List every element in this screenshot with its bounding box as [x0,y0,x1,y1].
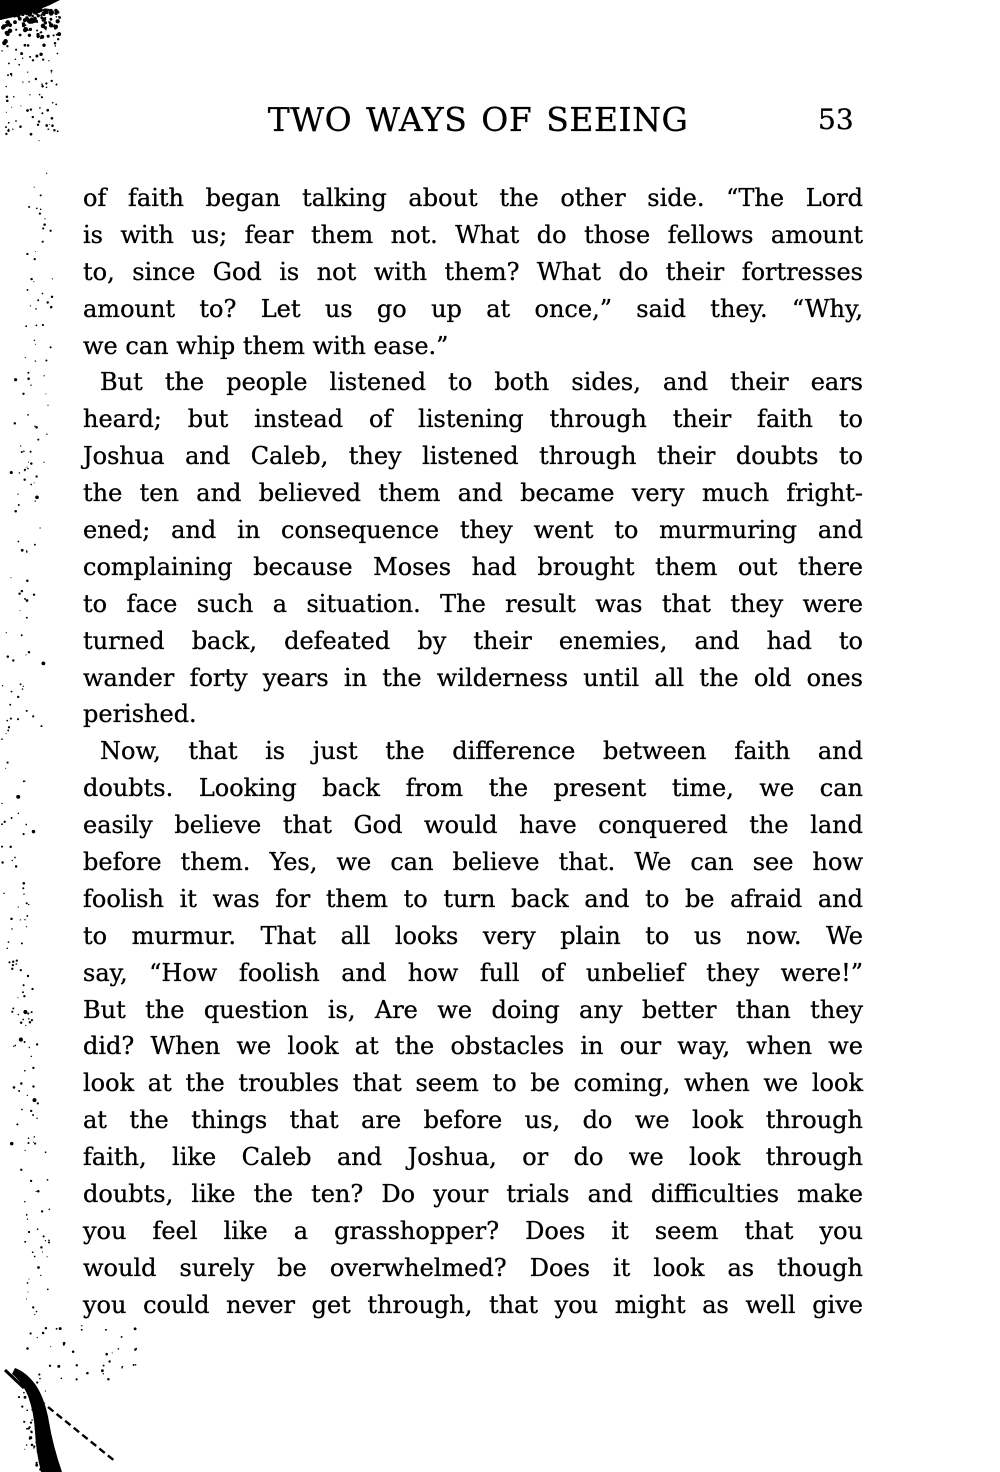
text-line: But the people listened to both sides, and their ears [100,368,863,397]
text-line: to murmur. That all looks very plain to us now. We [83,921,863,950]
text-line: perished. [83,700,197,729]
text-line: say, “How foolish and how full of unbelief they were!” [83,958,863,987]
scratch-line-bottom-left-icon [48,1407,116,1462]
text-line: at the things that are before us, do we look through [83,1106,863,1135]
page-number: 53 [818,103,854,136]
text-line: doubts. Looking back from the present time, we can [83,774,863,803]
text-line: the ten and believed them and became very much fright- [83,479,863,508]
text-line: But the question is, Are we doing any better than they [83,995,863,1024]
text-line: heard; but instead of listening through their faith to [83,405,863,434]
running-header [83,101,863,141]
ink-blob-bottom-left-icon [12,1368,62,1472]
text-line: to face such a situation. The result was that they were [83,589,863,618]
text-line: amount to? Let us go up at once,” said they. “Why, [83,294,863,323]
text-line: complaining because Moses had brought them out there [83,552,863,581]
body-text [83,180,863,1324]
text-line: to, since God is not with them? What do their fortresses [83,257,863,286]
text-line: you feel like a grasshopper? Does it seem that you [83,1216,863,1245]
text-line: ened; and in consequence they went to murmuring and [83,516,863,545]
text-line: look at the troubles that seem to be coming, when we look [83,1069,863,1098]
chapter-title: TWO WAYS OF SEEING [267,100,689,139]
text-line: foolish it was for them to turn back and to be afraid and [83,884,863,913]
text-line: you could never get through, that you might as well give [83,1290,863,1319]
text-line: would surely be overwhelmed? Does it look as though [83,1253,863,1282]
text-line: we can whip them with ease.” [83,331,449,360]
ink-blob-top-left-icon [0,0,60,20]
text-line: before them. Yes, we can believe that. We can see how [83,848,863,877]
text-line: faith, like Caleb and Joshua, or do we look through [83,1143,863,1172]
text-line: doubts, like the ten? Do your trials and difficulties make [83,1180,863,1209]
ink-tail-bottom-left-icon [5,1370,24,1388]
text-line: is with us; fear them not. What do those fellows amount [83,220,863,249]
text-line: did? When we look at the obstacles in our way, when we [83,1032,863,1061]
text-line: Now, that is just the difference between faith and [100,737,863,766]
text-line: wander forty years in the wilderness until all the old ones [83,663,863,692]
text-line: easily believe that God would have conquered the land [83,811,863,840]
text-line: Joshua and Caleb, they listened through their doubts to [83,442,863,471]
text-line: turned back, defeated by their enemies, and had to [83,626,863,655]
text-line: of faith began talking about the other side. “The Lord [83,184,863,212]
